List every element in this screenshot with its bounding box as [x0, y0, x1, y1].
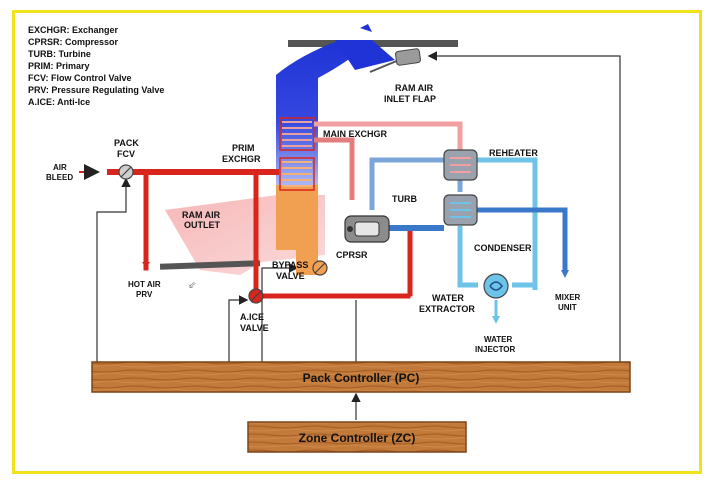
- reheater: [444, 148, 538, 180]
- label-hot-air-prv: HOT AIR: [128, 280, 161, 289]
- legend-item: PRV: Pressure Regulating Valve: [28, 85, 165, 95]
- outlet-flow-mark: ⇙: [188, 280, 197, 291]
- label-main-exchgr: MAIN EXCHGR: [323, 129, 388, 139]
- label-ram-air-inlet-flap: INLET FLAP: [384, 94, 436, 104]
- label-aice-valve: A.ICE: [240, 312, 265, 322]
- label-mixer-unit: MIXER: [555, 293, 581, 302]
- bypass-valve: [272, 260, 327, 281]
- label-turb: TURB: [392, 194, 417, 204]
- zone-controller: [248, 422, 466, 452]
- label-water-injector: WATER: [484, 335, 513, 344]
- label-pack-fcv: PACK: [114, 138, 139, 148]
- wire-pack-fcv: [97, 180, 126, 362]
- label-water-extractor: WATER: [432, 293, 464, 303]
- label-ram-air-outlet: RAM AIR: [182, 210, 221, 220]
- label-air-bleed: AIR: [53, 163, 67, 172]
- label-pack-fcv: FCV: [117, 149, 135, 159]
- label-ram-air-outlet: OUTLET: [184, 220, 220, 230]
- label-bypass-valve: VALVE: [276, 271, 305, 281]
- pack-controller-label: Pack Controller (PC): [302, 371, 420, 385]
- mixer-unit-arrow: [561, 270, 569, 278]
- label-hot-air-prv: PRV: [136, 290, 153, 299]
- hot-air-prv-arrow: [142, 262, 150, 268]
- pack-controller: [92, 362, 630, 392]
- label-water-extractor: EXTRACTOR: [419, 304, 475, 314]
- legend-item: PRIM: Primary: [28, 61, 90, 71]
- ram-air-duct: [276, 24, 458, 190]
- legend-item: FCV: Flow Control Valve: [28, 73, 132, 83]
- label-condenser: CONDENSER: [474, 243, 532, 253]
- label-cprsr: CPRSR: [336, 250, 368, 260]
- label-prim-exchgr: PRIM: [232, 143, 255, 153]
- label-mixer-unit: UNIT: [558, 303, 577, 312]
- legend-item: TURB: Turbine: [28, 49, 91, 59]
- wire-bypass-valve: [262, 268, 296, 362]
- legend-item: CPRSR: Compressor: [28, 37, 119, 47]
- water-injector-arrow: [492, 316, 500, 324]
- label-reheater: REHEATER: [489, 148, 538, 158]
- zone-controller-label: Zone Controller (ZC): [298, 431, 416, 445]
- label-aice-valve: VALVE: [240, 323, 269, 333]
- ram-air-flow-arrow: [360, 24, 372, 32]
- legend-item: EXCHGR: Exchanger: [28, 25, 119, 35]
- condenser: [444, 195, 532, 253]
- label-ram-air-inlet-flap: RAM AIR: [395, 83, 434, 93]
- legend-item: A.ICE: Anti-Ice: [28, 97, 91, 107]
- label-water-injector: INJECTOR: [475, 345, 516, 354]
- legend: [28, 25, 164, 107]
- label-prim-exchgr: EXCHGR: [222, 154, 261, 164]
- label-bypass-valve: BYPASS: [272, 260, 309, 270]
- label-air-bleed: BLEED: [46, 173, 74, 182]
